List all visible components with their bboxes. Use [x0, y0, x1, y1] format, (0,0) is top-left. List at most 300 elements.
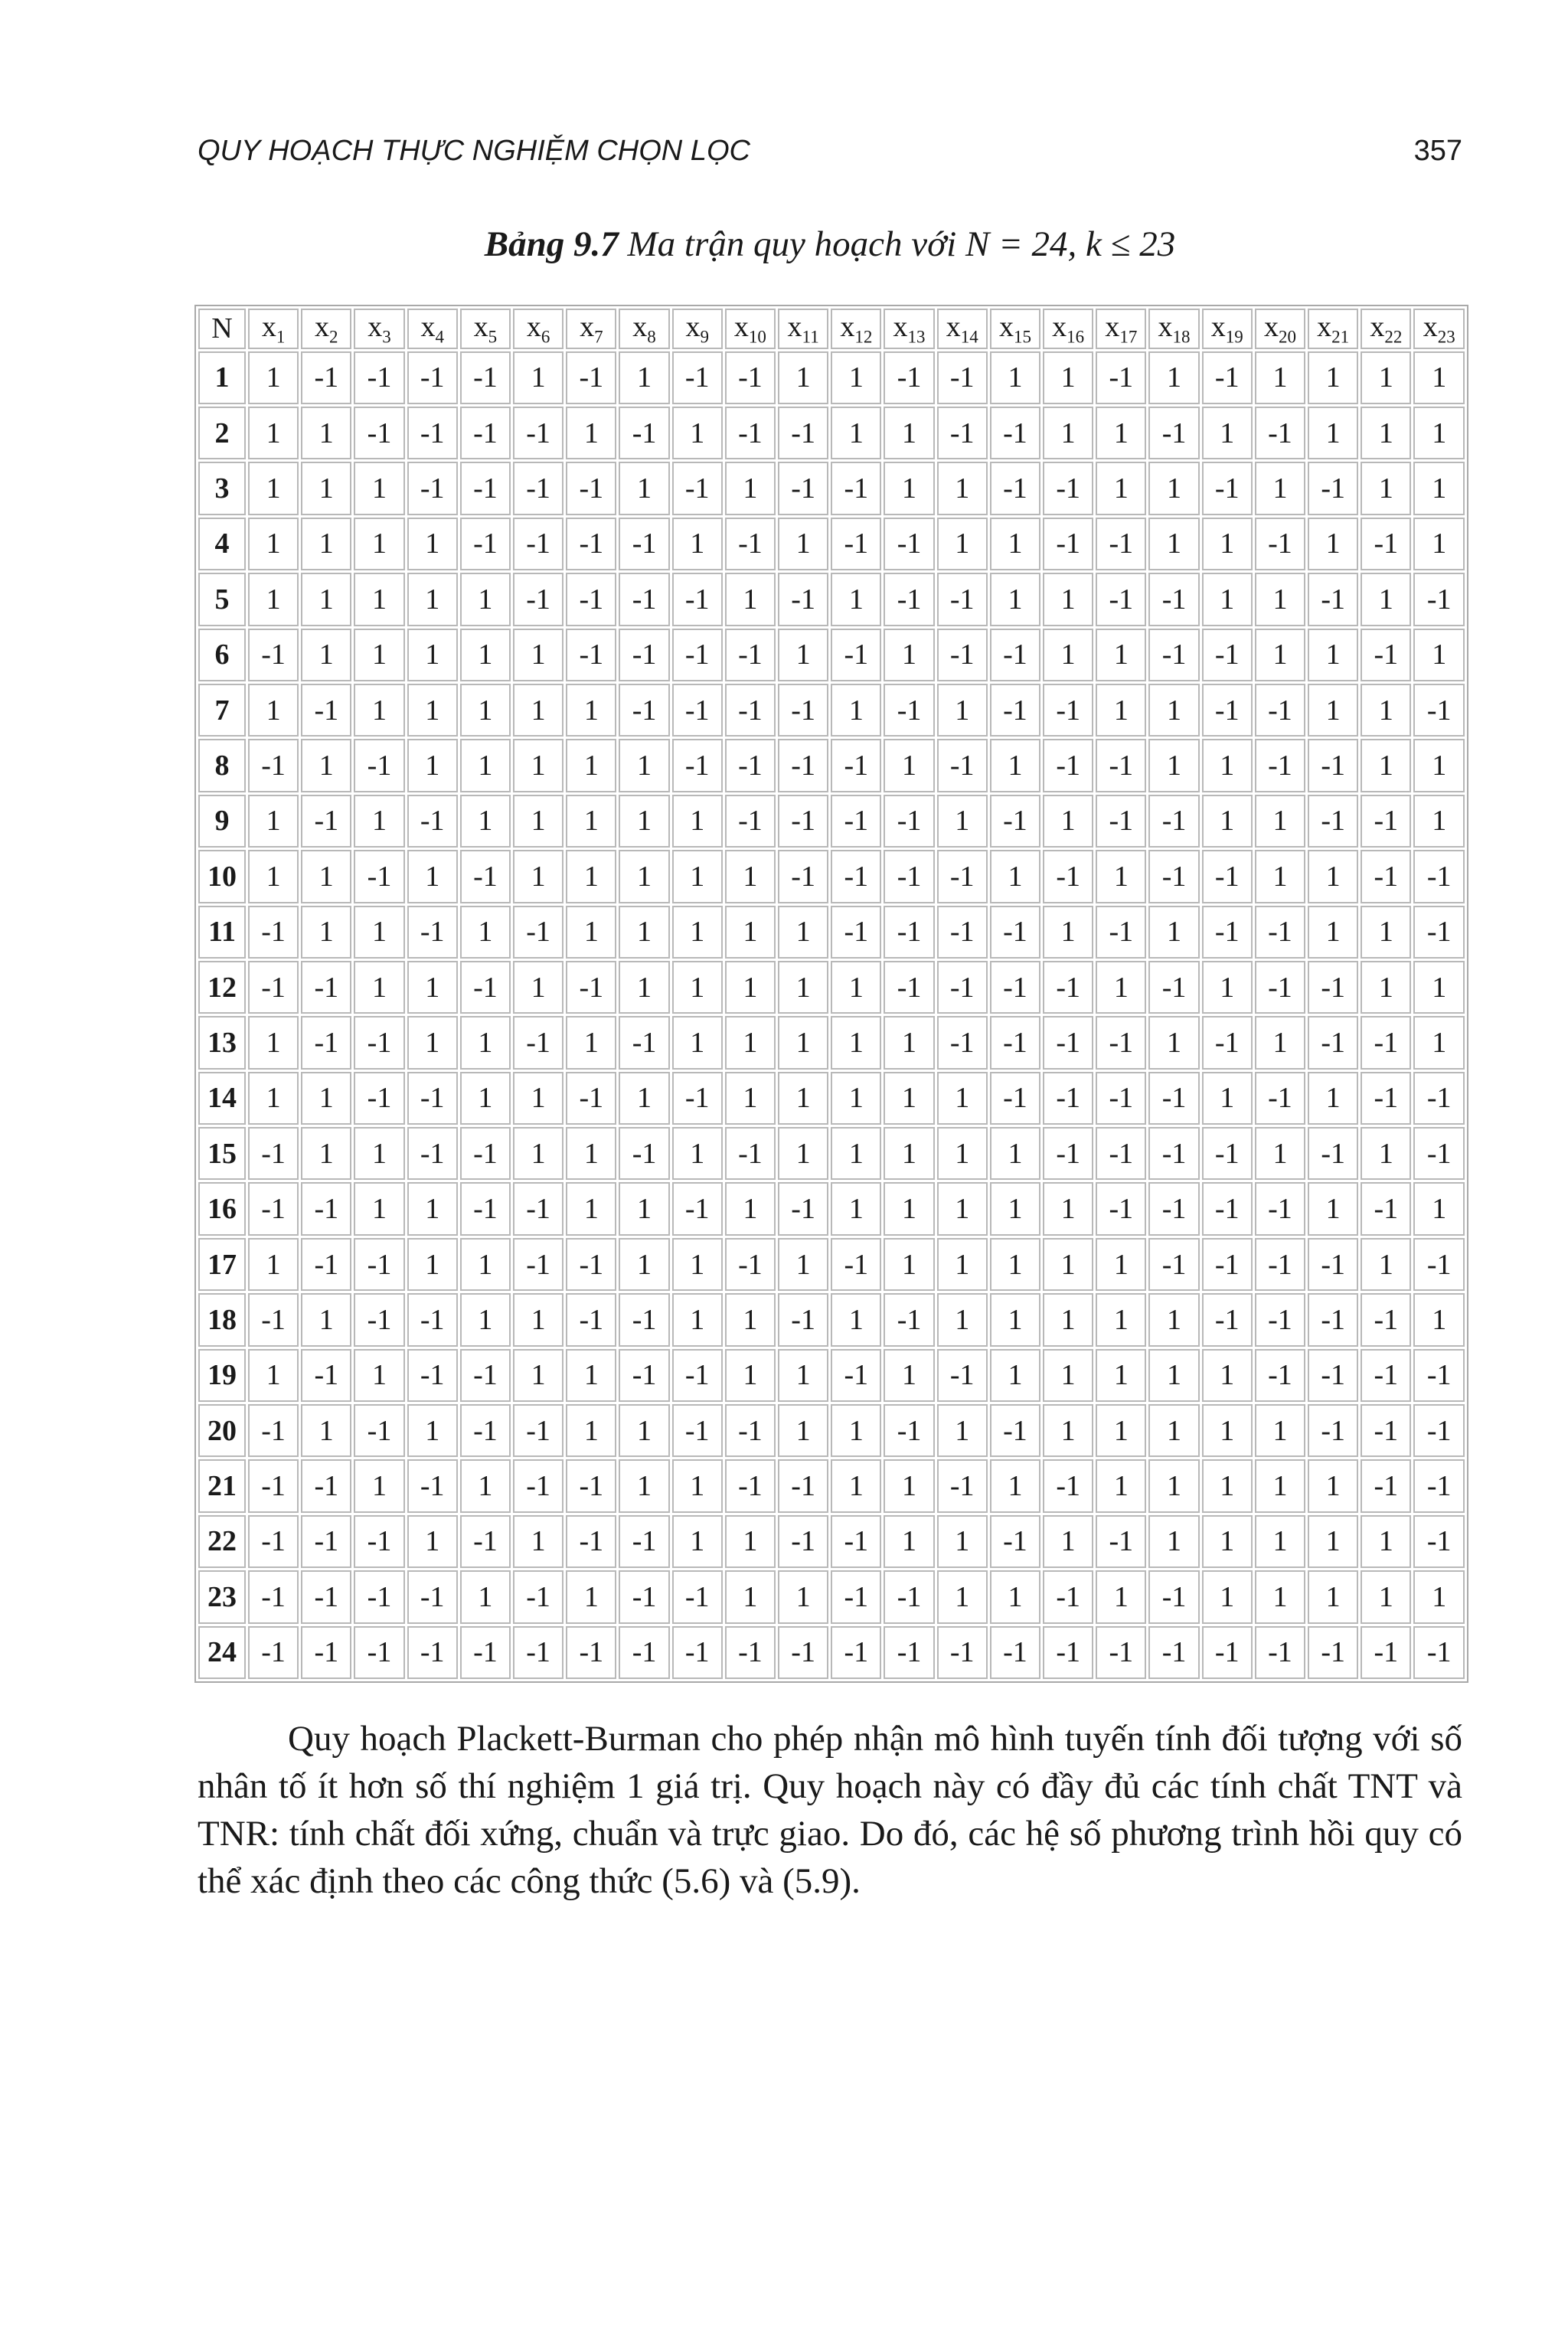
table-cell: 1	[937, 462, 988, 514]
table-cell: -1	[1361, 518, 1411, 570]
table-cell: 1	[248, 1072, 299, 1125]
row-number: 24	[198, 1626, 246, 1679]
table-cell: -1	[354, 1072, 404, 1125]
table-cell: -1	[1255, 1293, 1305, 1346]
table-cell: 1	[1096, 629, 1146, 681]
table-cell: -1	[1096, 1626, 1146, 1679]
table-cell: 1	[1043, 1293, 1093, 1346]
table-row	[198, 739, 1465, 792]
table-cell: -1	[884, 961, 934, 1014]
table-cell: 1	[354, 518, 404, 570]
table-cell: -1	[1096, 573, 1146, 626]
table-cell: -1	[1096, 739, 1146, 792]
table-cell: 1	[1255, 850, 1305, 903]
table-cell: -1	[1255, 906, 1305, 959]
table-cell: -1	[1255, 1072, 1305, 1125]
table-cell: 1	[1413, 795, 1465, 848]
table-cell: -1	[248, 906, 299, 959]
table-cell: 1	[460, 739, 511, 792]
table-cell: -1	[937, 351, 988, 404]
table-cell: -1	[619, 684, 669, 737]
table-cell: 1	[990, 1459, 1040, 1512]
table-cell: -1	[937, 739, 988, 792]
table-cell: -1	[460, 1349, 511, 1402]
table-cell: 1	[566, 1404, 616, 1457]
table-cell: 1	[1043, 1349, 1093, 1402]
table-cell: -1	[566, 518, 616, 570]
table-cell: -1	[778, 407, 828, 459]
table-cell: -1	[1308, 1016, 1358, 1069]
row-number: 1	[198, 351, 246, 404]
table-cell: -1	[1361, 1072, 1411, 1125]
table-cell: 1	[301, 573, 351, 626]
table-cell: -1	[1043, 961, 1093, 1014]
table-cell: 1	[778, 1570, 828, 1623]
table-cell: -1	[1361, 629, 1411, 681]
table-cell: 1	[619, 850, 669, 903]
table-cell: 1	[1361, 462, 1411, 514]
table-cell: -1	[778, 795, 828, 848]
row-number: 6	[198, 629, 246, 681]
table-cell: -1	[619, 1127, 669, 1180]
table-cell: 1	[460, 906, 511, 959]
table-cell: 1	[725, 1293, 776, 1346]
table-cell: -1	[1202, 850, 1253, 903]
column-header-x3: $x_3$	[354, 309, 404, 349]
table-cell: 1	[248, 573, 299, 626]
table-cell: -1	[1255, 1238, 1305, 1291]
table-cell: -1	[1413, 1072, 1465, 1125]
table-cell: -1	[831, 795, 881, 848]
table-cell: 1	[1255, 1515, 1305, 1568]
table-cell: -1	[248, 629, 299, 681]
table-cell: 1	[1096, 1404, 1146, 1457]
table-cell: -1	[301, 961, 351, 1014]
table-cell: -1	[1413, 1349, 1465, 1402]
table-cell: 1	[354, 1127, 404, 1180]
row-number: 19	[198, 1349, 246, 1402]
table-cell: -1	[513, 407, 564, 459]
table-cell: 1	[1096, 1349, 1146, 1402]
table-row	[198, 1238, 1465, 1291]
table-cell: 1	[1413, 1570, 1465, 1623]
table-cell: 1	[1148, 906, 1199, 959]
table-cell: -1	[1361, 1182, 1411, 1235]
table-cell: 1	[248, 1016, 299, 1069]
column-header-n: N	[198, 309, 246, 349]
table-cell: -1	[831, 462, 881, 514]
table-cell: 1	[990, 573, 1040, 626]
table-cell: 1	[1096, 1459, 1146, 1512]
row-number: 3	[198, 462, 246, 514]
table-cell: -1	[1361, 1404, 1411, 1457]
table-cell: 1	[725, 961, 776, 1014]
table-cell: -1	[937, 573, 988, 626]
table-cell: -1	[1255, 1182, 1305, 1235]
table-cell: 1	[990, 1182, 1040, 1235]
table-cell: -1	[1148, 961, 1199, 1014]
table-cell: 1	[513, 1515, 564, 1568]
table-cell: 1	[513, 629, 564, 681]
table-cell: 1	[248, 850, 299, 903]
table-cell: 1	[672, 906, 723, 959]
table-cell: 1	[460, 629, 511, 681]
running-header	[198, 135, 1462, 181]
table-cell: -1	[990, 1515, 1040, 1568]
table-cell: 1	[1148, 1515, 1199, 1568]
column-header-x5: $x_5$	[460, 309, 511, 349]
table-cell: 1	[672, 407, 723, 459]
table-cell: 1	[1202, 573, 1253, 626]
table-cell: -1	[1308, 1293, 1358, 1346]
table-cell: 1	[619, 961, 669, 1014]
table-cell: 1	[778, 1404, 828, 1457]
table-cell: 1	[990, 1293, 1040, 1346]
table-cell: -1	[1043, 850, 1093, 903]
table-cell: 1	[884, 1127, 934, 1180]
table-cell: 1	[407, 850, 458, 903]
table-cell: -1	[990, 795, 1040, 848]
table-cell: -1	[778, 1515, 828, 1568]
table-cell: 1	[1413, 407, 1465, 459]
table-cell: 1	[354, 1459, 404, 1512]
row-number: 11	[198, 906, 246, 959]
table-cell: -1	[407, 1072, 458, 1125]
table-cell: 1	[884, 1182, 934, 1235]
caption-label: Bảng 9.7	[484, 224, 619, 264]
table-cell: -1	[513, 1182, 564, 1235]
table-cell: 1	[619, 906, 669, 959]
table-cell: 1	[778, 518, 828, 570]
table-cell: 1	[1202, 1349, 1253, 1402]
table-cell: -1	[725, 684, 776, 737]
table-cell: -1	[301, 795, 351, 848]
table-cell: -1	[460, 850, 511, 903]
table-cell: 1	[937, 684, 988, 737]
table-cell: -1	[1308, 1127, 1358, 1180]
table-cell: 1	[1255, 462, 1305, 514]
table-cell: -1	[672, 1404, 723, 1457]
table-cell: -1	[778, 1182, 828, 1235]
table-cell: 1	[725, 1072, 776, 1125]
column-header-x19: $x_{19}$	[1202, 309, 1253, 349]
table-cell: -1	[301, 1016, 351, 1069]
table-cell: -1	[1202, 906, 1253, 959]
table-cell: 1	[672, 1238, 723, 1291]
table-cell: 1	[884, 1072, 934, 1125]
table-cell: 1	[1255, 573, 1305, 626]
row-number: 8	[198, 739, 246, 792]
table-cell: -1	[725, 351, 776, 404]
table-cell: -1	[778, 739, 828, 792]
table-cell: -1	[1202, 1127, 1253, 1180]
table-row	[198, 1072, 1465, 1125]
table-cell: 1	[1148, 1016, 1199, 1069]
table-cell: 1	[725, 1515, 776, 1568]
table-cell: 1	[990, 739, 1040, 792]
table-cell: 1	[1308, 684, 1358, 737]
table-cell: 1	[1413, 351, 1465, 404]
table-cell: 1	[1202, 407, 1253, 459]
table-cell: 1	[301, 906, 351, 959]
table-row	[198, 629, 1465, 681]
table-cell: -1	[778, 573, 828, 626]
table-cell: 1	[672, 1459, 723, 1512]
table-cell: 1	[1043, 1404, 1093, 1457]
table-cell: -1	[990, 1404, 1040, 1457]
table-cell: 1	[1361, 351, 1411, 404]
table-cell: 1	[407, 1404, 458, 1457]
table-cell: -1	[1096, 1127, 1146, 1180]
table-row	[198, 1404, 1465, 1457]
table-cell: 1	[407, 961, 458, 1014]
table-cell: -1	[407, 795, 458, 848]
table-cell: 1	[1308, 351, 1358, 404]
table-cell: 1	[725, 906, 776, 959]
table-cell: 1	[831, 1182, 881, 1235]
table-cell: -1	[619, 1016, 669, 1069]
table-cell: 1	[460, 1570, 511, 1623]
table-cell: 1	[301, 1293, 351, 1346]
table-cell: -1	[990, 407, 1040, 459]
table-cell: 1	[619, 462, 669, 514]
table-cell: 1	[354, 462, 404, 514]
table-cell: 1	[1043, 1182, 1093, 1235]
table-cell: 1	[460, 1016, 511, 1069]
table-cell: -1	[1043, 518, 1093, 570]
table-cell: 1	[566, 739, 616, 792]
table-cell: -1	[778, 462, 828, 514]
table-cell: 1	[884, 462, 934, 514]
table-cell: 1	[831, 684, 881, 737]
table-cell: 1	[937, 1182, 988, 1235]
table-cell: -1	[937, 961, 988, 1014]
table-cell: 1	[672, 850, 723, 903]
table-cell: 1	[301, 629, 351, 681]
row-number: 21	[198, 1459, 246, 1512]
table-cell: -1	[301, 684, 351, 737]
table-cell: 1	[248, 518, 299, 570]
table-cell: -1	[831, 1570, 881, 1623]
table-cell: 1	[1202, 1072, 1253, 1125]
table-cell: 1	[354, 1349, 404, 1402]
table-row	[198, 1349, 1465, 1402]
table-cell: -1	[884, 906, 934, 959]
table-cell: -1	[1043, 1072, 1093, 1125]
table-cell: -1	[566, 573, 616, 626]
table-row	[198, 351, 1465, 404]
row-number: 22	[198, 1515, 246, 1568]
table-cell: 1	[619, 1238, 669, 1291]
table-cell: -1	[1413, 850, 1465, 903]
table-cell: -1	[354, 1238, 404, 1291]
table-cell: -1	[1308, 1349, 1358, 1402]
table-cell: -1	[513, 518, 564, 570]
table-cell: -1	[937, 1459, 988, 1512]
table-cell: 1	[672, 1515, 723, 1568]
column-header-x17: $x_{17}$	[1096, 309, 1146, 349]
table-cell: -1	[1413, 1459, 1465, 1512]
table-cell: -1	[1308, 1404, 1358, 1457]
table-cell: 1	[1202, 1515, 1253, 1568]
table-cell: 1	[301, 518, 351, 570]
table-cell: 1	[990, 850, 1040, 903]
table-cell: 1	[460, 684, 511, 737]
table-cell: -1	[778, 1293, 828, 1346]
table-cell: -1	[301, 1515, 351, 1568]
column-header-x7: $x_7$	[566, 309, 616, 349]
table-cell: 1	[778, 351, 828, 404]
table-cell: 1	[407, 573, 458, 626]
table-cell: 1	[831, 1127, 881, 1180]
table-cell: 1	[725, 1349, 776, 1402]
table-cell: -1	[1043, 684, 1093, 737]
table-cell: 1	[248, 351, 299, 404]
table-cell: 1	[460, 1072, 511, 1125]
table-cell: 1	[513, 1293, 564, 1346]
table-cell: 1	[1148, 1459, 1199, 1512]
table-row	[198, 1127, 1465, 1180]
table-cell: -1	[1308, 961, 1358, 1014]
column-header-x15: $x_{15}$	[990, 309, 1040, 349]
table-cell: -1	[1202, 684, 1253, 737]
row-number: 7	[198, 684, 246, 737]
table-cell: 1	[566, 1570, 616, 1623]
table-header-row	[198, 309, 1465, 349]
table-cell: 1	[778, 1072, 828, 1125]
table-cell: -1	[1148, 1570, 1199, 1623]
table-cell: 1	[513, 684, 564, 737]
table-cell: 1	[778, 1016, 828, 1069]
table-cell: -1	[884, 1293, 934, 1346]
table-cell: -1	[1202, 1182, 1253, 1235]
table-row	[198, 407, 1465, 459]
table-cell: -1	[884, 573, 934, 626]
table-cell: -1	[354, 407, 404, 459]
table-cell: 1	[1255, 1570, 1305, 1623]
table-cell: -1	[1255, 1349, 1305, 1402]
table-cell: 1	[1308, 1182, 1358, 1235]
table-row	[198, 1515, 1465, 1568]
table-cell: 1	[248, 1349, 299, 1402]
table-cell: -1	[672, 1349, 723, 1402]
table-cell: 1	[301, 1072, 351, 1125]
table-cell: 1	[301, 407, 351, 459]
table-cell: -1	[460, 961, 511, 1014]
table-cell: 1	[407, 1515, 458, 1568]
table-cell: -1	[831, 629, 881, 681]
column-header-x16: $x_{16}$	[1043, 309, 1093, 349]
table-cell: 1	[619, 739, 669, 792]
table-cell: -1	[1361, 1293, 1411, 1346]
table-cell: -1	[513, 573, 564, 626]
table-cell: 1	[513, 850, 564, 903]
table-cell: -1	[460, 1127, 511, 1180]
table-cell: 1	[248, 1238, 299, 1291]
table-cell: 1	[1043, 407, 1093, 459]
table-cell: 1	[1413, 1182, 1465, 1235]
row-number: 16	[198, 1182, 246, 1235]
table-cell: 1	[672, 1127, 723, 1180]
table-cell: -1	[831, 850, 881, 903]
table-cell: 1	[937, 1293, 988, 1346]
caption-text: Ma trận quy hoạch với N = 24, k ≤ 23	[618, 224, 1176, 264]
table-cell: -1	[354, 1570, 404, 1623]
table-cell: 1	[1148, 1293, 1199, 1346]
table-cell: 1	[725, 850, 776, 903]
table-cell: 1	[1413, 462, 1465, 514]
table-cell: -1	[884, 351, 934, 404]
table-cell: 1	[407, 1016, 458, 1069]
table-cell: 1	[407, 1238, 458, 1291]
table-cell: -1	[354, 1515, 404, 1568]
table-row	[198, 1626, 1465, 1679]
table-cell: -1	[884, 850, 934, 903]
row-number: 10	[198, 850, 246, 903]
table-cell: 1	[513, 739, 564, 792]
table-cell: 1	[990, 518, 1040, 570]
table-cell: 1	[884, 1016, 934, 1069]
table-cell: -1	[1202, 629, 1253, 681]
row-number: 12	[198, 961, 246, 1014]
table-cell: -1	[990, 629, 1040, 681]
table-cell: -1	[831, 906, 881, 959]
table-cell: 1	[566, 795, 616, 848]
table-cell: 1	[831, 1016, 881, 1069]
table-row	[198, 1570, 1465, 1623]
table-cell: -1	[1361, 1459, 1411, 1512]
table-cell: -1	[1308, 1626, 1358, 1679]
table-cell: 1	[778, 961, 828, 1014]
table-cell: -1	[566, 1293, 616, 1346]
column-header-x22: $x_{22}$	[1361, 309, 1411, 349]
table-cell: 1	[1255, 1016, 1305, 1069]
table-cell: -1	[937, 906, 988, 959]
table-cell: 1	[1413, 1293, 1465, 1346]
table-cell: -1	[831, 1349, 881, 1402]
table-cell: -1	[1096, 795, 1146, 848]
table-cell: -1	[1308, 462, 1358, 514]
row-number: 23	[198, 1570, 246, 1623]
table-cell: -1	[248, 1459, 299, 1512]
table-cell: -1	[460, 1626, 511, 1679]
table-cell: -1	[407, 1127, 458, 1180]
table-cell: -1	[672, 1570, 723, 1623]
table-cell: 1	[248, 407, 299, 459]
table-cell: -1	[937, 1016, 988, 1069]
column-header-x21: $x_{21}$	[1308, 309, 1358, 349]
row-number: 18	[198, 1293, 246, 1346]
table-cell: -1	[672, 573, 723, 626]
table-cell: -1	[990, 906, 1040, 959]
table-cell: 1	[354, 684, 404, 737]
table-cell: -1	[1361, 1016, 1411, 1069]
table-cell: 1	[831, 1293, 881, 1346]
table-cell: -1	[1148, 850, 1199, 903]
table-cell: -1	[619, 1349, 669, 1402]
table-cell: -1	[513, 1016, 564, 1069]
table-cell: 1	[1096, 1570, 1146, 1623]
table-row	[198, 462, 1465, 514]
table-cell: -1	[460, 1182, 511, 1235]
table-cell: -1	[248, 1182, 299, 1235]
table-cell: 1	[884, 1515, 934, 1568]
table-cell: -1	[937, 850, 988, 903]
table-cell: -1	[1148, 1072, 1199, 1125]
table-cell: -1	[1413, 1626, 1465, 1679]
table-cell: -1	[1361, 1626, 1411, 1679]
table-cell: -1	[354, 1016, 404, 1069]
